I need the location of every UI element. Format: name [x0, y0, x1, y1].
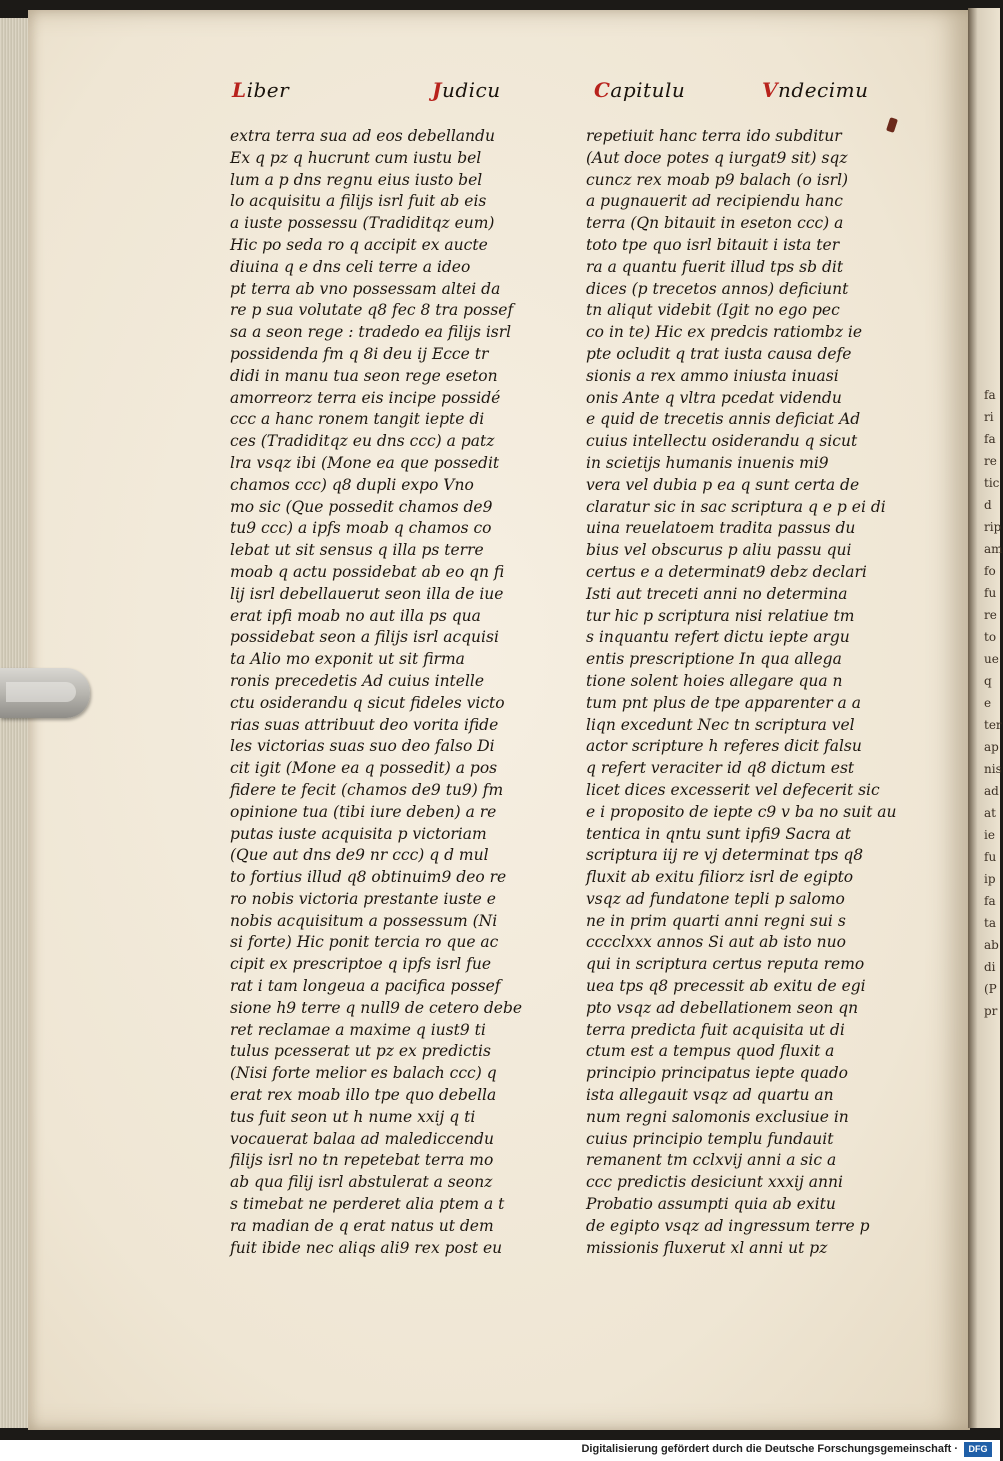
text-line: possidenda fm q 8i deu ij Ecce tr [230, 344, 489, 363]
text-line: rat i tam longeua a pacifica possef [230, 977, 501, 996]
text-line: a pugnauerit ad recipiendu hanc [586, 192, 843, 211]
text-line: onis Ante q vltra pcedat videndu [586, 388, 842, 407]
text-line: a iuste possessu (Tradiditqz eum) [230, 214, 495, 233]
text-line: uina reuelatoem tradita passus du [586, 519, 856, 538]
text-line: cuius principio templu fundauit [586, 1129, 834, 1148]
text-line: erat rex moab illo tpe quo debella [230, 1086, 497, 1105]
text-line: de egipto vsqz ad ingressum terre p [586, 1216, 870, 1235]
text-line: moab q actu possidebat ab eo qn fi [230, 562, 505, 581]
text-line: tione solent hoies allegare qua n [586, 671, 843, 690]
text-line: to fortius illud q8 obtinuim9 deo re [230, 868, 507, 887]
text-line: missionis fluxerut xl anni ut pz [586, 1238, 828, 1257]
text-line: pte ocludit q trat iusta causa defe [586, 344, 852, 363]
header-word-undecimum: Vndecimu [762, 78, 869, 102]
text-line: si forte) Hic ponit tercia ro que ac [230, 933, 499, 952]
text-line: putas iuste acquisita p victoriam [230, 824, 487, 843]
text-line: cccclxxx annos Si aut ab isto nuo [586, 933, 846, 952]
text-line: tu9 ccc) a ipfs moab q chamos co [230, 519, 492, 538]
text-line: s inquantu refert dictu iepte argu [586, 628, 850, 647]
text-line: Isti aut treceti anni no determina [586, 584, 848, 603]
text-line: fuit ibide nec aliqs ali9 rex post eu [230, 1238, 503, 1257]
facing-page-fragment: d [984, 498, 992, 512]
facing-page-fragment: (P [984, 982, 997, 996]
facing-page-fragment: ad [984, 784, 999, 798]
text-line: diuina q e dns celi terre a ideo [230, 257, 471, 276]
text-line: tus fuit seon ut h nume xxij q ti [230, 1107, 476, 1126]
text-line: terra (Qn bitauit in eseton ccc) a [586, 214, 844, 233]
text-line: cit igit (Mone ea q possedit) a pos [230, 759, 498, 778]
facing-page-fragment: fo [984, 564, 996, 578]
facing-page-fragment: ab [984, 938, 999, 952]
running-header [232, 78, 882, 108]
text-line: remanent tm cclxvij anni a sic a [586, 1151, 837, 1170]
text-line: cipit ex prescriptoe q ipfs isrl fue [230, 955, 492, 974]
text-line: opinione tua (tibi iure deben) a re [230, 802, 497, 821]
facing-page-fragment: to [984, 630, 997, 644]
text-column-right [586, 126, 897, 1259]
facing-page-fragment: e [984, 696, 992, 710]
text-line: vocauerat balaa ad malediccendu [230, 1129, 494, 1148]
text-line: ronis precedetis Ad cuius intelle [230, 671, 485, 690]
text-line: vsqz ad fundatone tepli p salomo [586, 889, 845, 908]
text-line: e i proposito de iepte c9 v ba no suit au [586, 802, 897, 821]
text-line: (Nisi forte melior es balach ccc) q [230, 1064, 497, 1083]
dfg-credit: Digitalisierung gefördert durch die Deutsche Forschungsgemeinschaft · [581, 1443, 958, 1455]
text-line: bius vel obscurus p aliu passu qui [586, 541, 852, 560]
text-line: scriptura iij re vj determinat tps q8 [586, 846, 864, 865]
text-line: filijs isrl no tn repetebat terra mo [230, 1151, 494, 1170]
text-line: dices (p trecetos annos) deficiunt [586, 279, 849, 298]
text-line: lij isrl debellauerut seon illa de iue [230, 584, 504, 603]
text-line: (Que aut dns de9 nr ccc) q d mul [230, 846, 489, 865]
text-line: didi in manu tua seon rege eseton [230, 366, 498, 385]
text-line: extra terra sua ad eos debellandu [230, 127, 495, 145]
text-line: amorreorz terra eis incipe possidé [230, 388, 501, 407]
text-line: sione h9 terre q null9 de cetero debe [230, 998, 523, 1017]
text-line: erat ipfi moab no aut illa ps qua [230, 606, 481, 625]
facing-page-fragment: pr [984, 1004, 998, 1018]
text-line: qui in scriptura certus reputa remo [586, 955, 865, 974]
text-line: tentica in qntu sunt ipfi9 Sacra at [586, 824, 851, 843]
dfg-logo: DFG [964, 1442, 992, 1457]
text-line: ccc predictis desiciunt xxxij anni [586, 1173, 843, 1192]
text-line: s timebat ne perderet alia ptem a t [230, 1195, 505, 1214]
text-line: les victorias suas suo deo falso Di [230, 737, 495, 756]
text-line: certus e a determinat9 debz declari [586, 562, 867, 581]
text-line: tn aliqut videbit (Igit no ego pec [586, 301, 840, 320]
header-word-liber: Liber [232, 78, 290, 102]
facing-page-fragment: fa [984, 388, 996, 402]
text-line: chamos ccc) q8 dupli expo Vno [230, 475, 474, 494]
text-line: nobis acquisitum a possessum (Ni [230, 911, 498, 930]
text-line: Hic po seda ro q accipit ex aucte [230, 235, 488, 254]
text-line: entis prescriptione In qua allega [586, 650, 842, 669]
facing-page-fragment: fu [984, 586, 997, 600]
facing-page-fragment: ue [984, 652, 999, 666]
facing-page-strip [968, 8, 1003, 1428]
facing-page-fragment: re [984, 454, 997, 468]
text-line: possidebat seon a filijs isrl acquisi [230, 628, 499, 647]
facing-page-fragment: nis [984, 762, 1002, 776]
text-line: pto vsqz ad debellationem seon qn [586, 998, 859, 1017]
facing-page-fragment: fa [984, 894, 996, 908]
text-line: liqn excedunt Nec tn scriptura vel [586, 715, 855, 734]
text-line: mo sic (Que possedit chamos de9 [230, 497, 493, 516]
text-line: fluxit ab exitu filiorz isrl de egipto [586, 868, 854, 887]
text-line: tur hic p scriptura nisi relatiue tm [586, 606, 855, 625]
text-line: Ex q pz q hucrunt cum iustu bel [230, 148, 482, 167]
header-word-capitulum: Capitulu [594, 78, 686, 102]
text-line: sa a seon rege : tradedo ea filijs isrl [230, 323, 512, 342]
text-line: ra a quantu fuerit illud tps sb dit [586, 257, 844, 276]
text-line: q refert veraciter id q8 dictum est [586, 759, 855, 778]
text-line: lo acquisitu a filijs isrl fuit ab eis [230, 192, 487, 211]
text-line: in scietijs humanis inuenis mi9 [586, 453, 829, 472]
facing-page-fragment: rip [984, 520, 1002, 534]
text-line: ccc a hanc ronem tangit iepte di [230, 410, 485, 429]
facing-page-fragment: ta [984, 916, 996, 930]
text-line: sionis a rex ammo iniusta inuasi [586, 366, 839, 385]
facing-page-fragment: ip [984, 872, 996, 886]
text-line: fidere te fecit (chamos de9 tu9) fm [230, 780, 504, 799]
text-line: ctu osiderandu q sicut fideles victo [230, 693, 505, 712]
text-line: uea tps q8 precessit ab exitu de egi [586, 977, 866, 996]
facing-page-fragment: ap [984, 740, 999, 754]
facing-page-fragment: ie [984, 828, 995, 842]
text-line: tum pnt plus de tpe apparenter a a [586, 693, 861, 712]
text-line: actor scripture h referes dicit falsu [586, 737, 862, 756]
text-line: lum a p dns regnu eius iusto bel [230, 170, 483, 189]
text-line: pt terra ab vno possessam altei da [230, 279, 501, 298]
text-line: toto tpe quo isrl bitauit i ista ter [586, 235, 840, 254]
text-line: lra vsqz ibi (Mone ea que possedit [230, 453, 500, 472]
facing-page-fragment: di [984, 960, 996, 974]
text-line: Probatio assumpti quia ab exitu [586, 1195, 836, 1214]
text-line: ro nobis victoria prestante iuste e [230, 889, 496, 908]
text-line: principio principatus iepte quado [586, 1064, 848, 1083]
text-line: ra madian de q erat natus ut dem [230, 1216, 494, 1235]
text-line: co in te) Hic ex predcis ratiombz ie [586, 323, 863, 342]
text-line: repetiuit hanc terra ido subditur [586, 127, 842, 145]
text-line: claratur sic in sac scriptura q e p ei di [586, 497, 886, 516]
text-line: e quid de trecetis annis deficiat Ad [586, 410, 861, 429]
text-line: ne in prim quarti anni regni sui s [586, 911, 846, 930]
text-line: ista allegauit vsqz ad quartu an [586, 1086, 834, 1105]
text-line: re p sua volutate q8 fec 8 tra possef [230, 301, 514, 320]
text-line: rias suas attribuut deo vorita ifide [230, 715, 499, 734]
text-line: cuncz rex moab p9 balach (o isrl) [586, 170, 849, 189]
header-word-iudicum: Judicu [432, 78, 501, 102]
text-line: num regni salomonis exclusiue in [586, 1107, 849, 1126]
text-line: ret reclamae a maxime q iust9 ti [230, 1020, 486, 1039]
text-line: cuius intellectu osiderandu q sicut [586, 432, 858, 451]
facing-page-fragment: q [984, 674, 992, 688]
bookmark-clip [0, 668, 90, 718]
book-page-edges [0, 18, 31, 1428]
facing-page-fragment: re [984, 608, 997, 622]
text-line: vera vel dubia p ea q sunt certa de [586, 475, 860, 494]
facing-page-fragment: at [984, 806, 996, 820]
text-line: licet dices excesserit vel defecerit sic [586, 780, 880, 799]
text-line: (Aut doce potes q iurgat9 sit) sqz [586, 148, 848, 167]
facing-page-fragment: fu [984, 850, 997, 864]
text-line: tulus pcesserat ut pz ex predictis [230, 1042, 491, 1061]
facing-page-fragment: am [984, 542, 1003, 556]
text-line: terra predicta fuit acquisita ut di [586, 1020, 845, 1039]
text-line: ab qua filij isrl abstulerat a seonz [230, 1173, 493, 1192]
text-line: ta Alio mo exponit ut sit firma [230, 650, 465, 669]
facing-page-fragment: ter [984, 718, 1002, 732]
text-column-left [230, 126, 523, 1259]
text-line: ctum est a tempus quod fluxit a [586, 1042, 835, 1061]
text-line: ces (Tradiditqz eu dns ccc) a patz [230, 432, 495, 451]
text-line: lebat ut sit sensus q illa ps terre [230, 541, 484, 560]
facing-page-fragment: tic [984, 476, 1000, 490]
facing-page-fragment: ri [984, 410, 994, 424]
facing-page-fragment: fa [984, 432, 996, 446]
